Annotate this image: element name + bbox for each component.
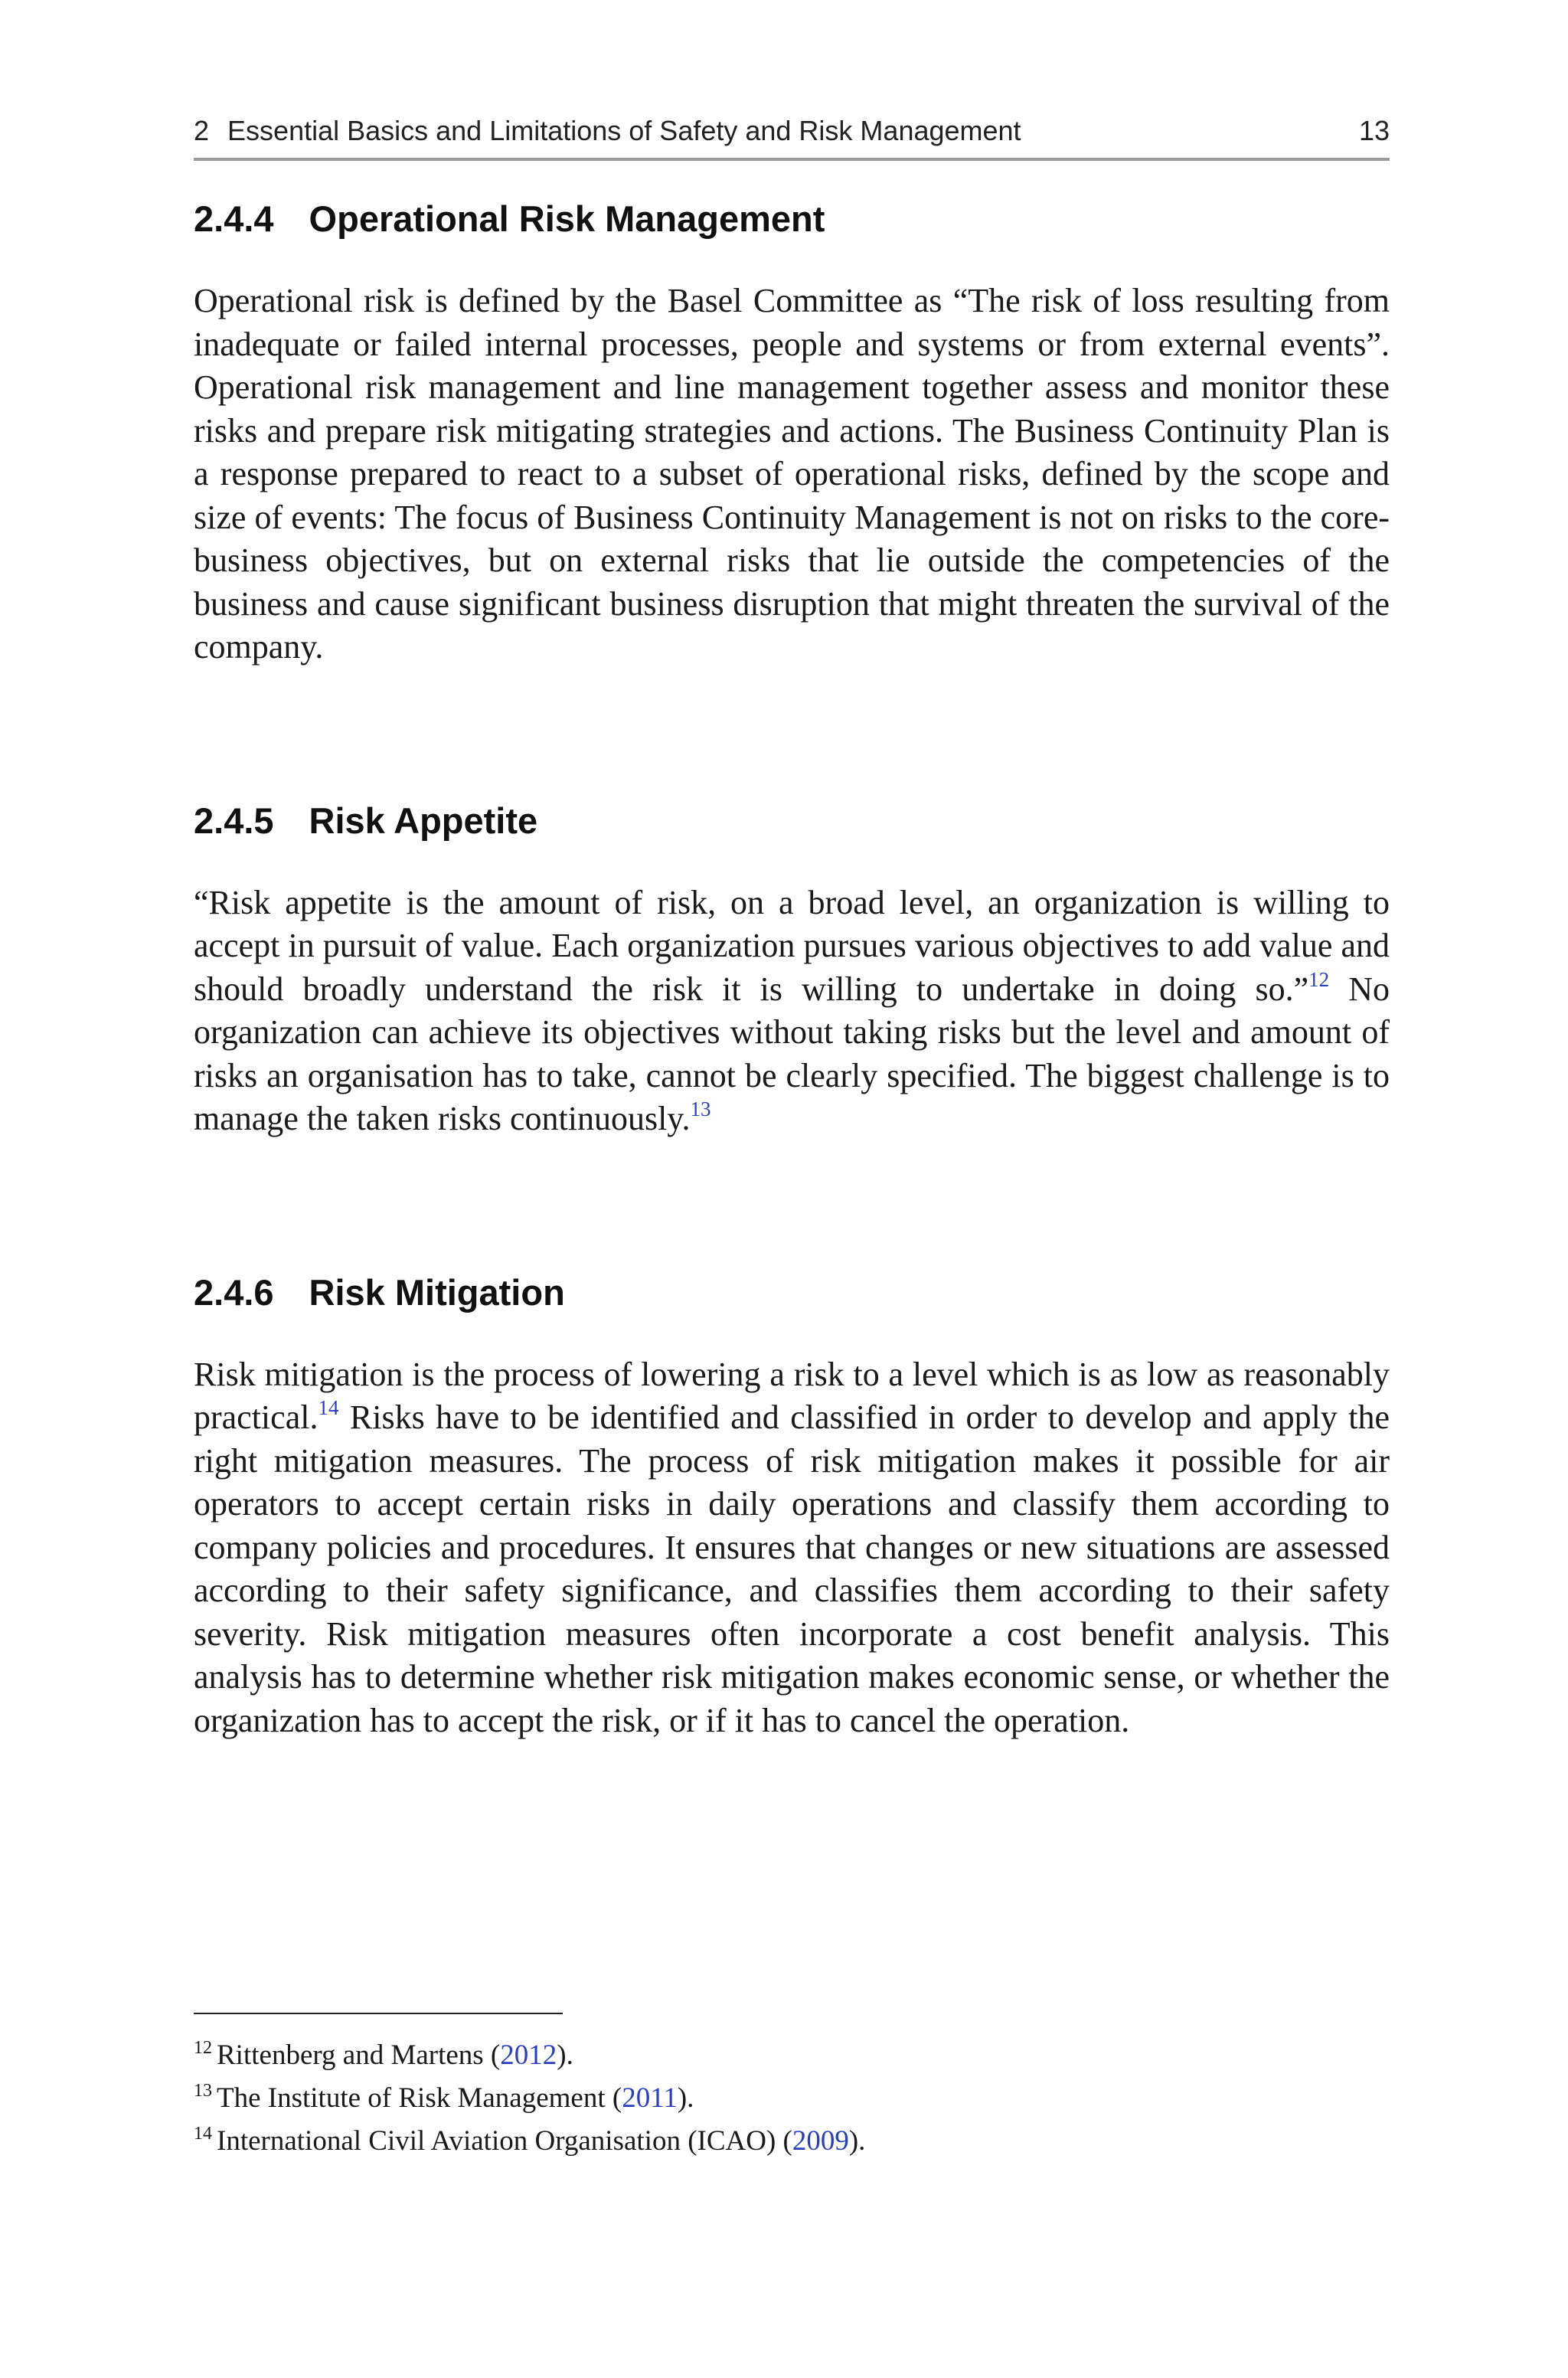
section-title: Risk Appetite	[309, 800, 538, 841]
section-operational-risk-management	[194, 198, 1390, 669]
section-paragraph	[194, 1353, 1390, 1743]
page-content	[194, 115, 1390, 1742]
footnote-13	[194, 2077, 1390, 2120]
page-number: 13	[1358, 115, 1390, 146]
section-title: Operational Risk Management	[309, 198, 825, 239]
footnotes	[194, 2013, 1390, 2163]
paragraph-text: Risk mitigation is the process of lowering a risk to a level which is as low as reasonably practical.	[194, 1355, 1390, 1436]
running-header	[194, 115, 1390, 161]
citation-year-link[interactable]: 2009	[792, 2125, 849, 2157]
citation-year-link[interactable]: 2011	[622, 2082, 678, 2114]
footnote-text: The Institute of Risk Management (	[217, 2082, 622, 2114]
section-risk-appetite	[194, 800, 1390, 1141]
footnote-text: Rittenberg and Martens (	[217, 2039, 501, 2071]
citation-year-link[interactable]: 2012	[500, 2039, 557, 2071]
section-number: 2.4.4	[194, 198, 274, 239]
footnote-number: 12	[194, 2038, 212, 2058]
footnote-divider	[194, 2013, 563, 2014]
footnote-text: ).	[557, 2039, 573, 2071]
section-risk-mitigation	[194, 1271, 1390, 1743]
chapter-heading	[194, 115, 1021, 147]
section-number: 2.4.6	[194, 1271, 274, 1313]
footnote-text: ).	[677, 2082, 694, 2114]
section-paragraph	[194, 280, 1390, 669]
paragraph-text: No organization can achieve its objectives without taking risks but the level and amount of risks an organisation has to take, cannot be clearly specified. The biggest challenge is to manage the taken risks continuously.	[194, 970, 1390, 1137]
chapter-title: Essential Basics and Limitations of Safety and Risk Management	[227, 115, 1021, 146]
chapter-number: 2	[194, 115, 210, 146]
footnote-ref-14[interactable]: 14	[318, 1396, 339, 1419]
footnote-12	[194, 2034, 1390, 2077]
paragraph-text: “Risk appetite is the amount of risk, on a broad level, an organization is willing to accept in pursuit of value. Each organization pursues various objectives to add value and should broadly understand the risk it is willing to undertake in doing so.”	[194, 883, 1390, 1008]
footnote-number: 13	[194, 2081, 212, 2101]
footnote-14	[194, 2120, 1390, 2163]
footnote-ref-12[interactable]: 12	[1308, 967, 1330, 991]
paragraph-text: Risks have to be identified and classified in order to develop and apply the right mitigation measures. The process of risk mitigation makes it possible for air operators to accept certain risks in daily operations and classify them according to company policies and procedures. It ensures that changes or new situations are assessed according to their safety significance, and classifies them according to their safety severity. Risk mitigation measures often incorporate a cost benefit analysis. This analysis has to determine whether risk mitigation makes economic sense, or whether the organization has to accept the risk, or if it has to cancel the operation.	[194, 1398, 1390, 1739]
section-paragraph	[194, 882, 1390, 1141]
footnote-text: ).	[848, 2125, 866, 2157]
paragraph-text: Operational risk is defined by the Basel Committee as “The risk of loss resulting from inadequate or failed internal processes, people and systems or from external events”. Operational risk management and line management together assess and monitor these risks and prepare risk mitigating strategies and actions. The Business Continuity Plan is a response prepared to react to a subset of operational risks, defined by the scope and size of events: The focus of Business Continuity Management is not on risks to the core-business objectives, but on external risks that lie outside the competencies of the business and cause significant business disruption that might threaten the survival of the company.	[194, 282, 1390, 666]
section-heading	[194, 198, 1390, 240]
footnote-ref-13[interactable]: 13	[690, 1097, 711, 1120]
section-number: 2.4.5	[194, 800, 274, 841]
section-heading	[194, 800, 1390, 842]
footnote-text: International Civil Aviation Organisation (ICAO) (	[217, 2125, 792, 2157]
footnote-number: 14	[194, 2124, 212, 2144]
section-title: Risk Mitigation	[309, 1271, 565, 1313]
section-heading	[194, 1271, 1390, 1313]
